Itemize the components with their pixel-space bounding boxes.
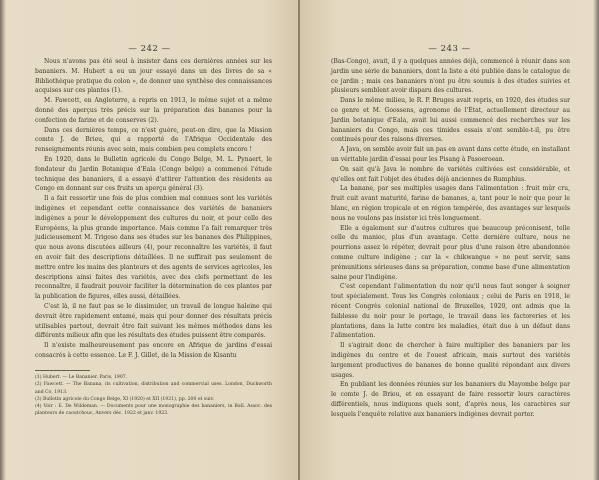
footnote: (4) Voir : E. De Wildeman. — Documents pour une monographie des bananiers, in Bull. Assoc. des planteurs de caoutchouc, Anvers déc. 1922 et janv. 1923. xyxy=(35,404,272,417)
left-page-footnotes xyxy=(35,374,272,418)
right-paragraph: Il s'agirait donc de chercher à faire multiplier des bananiers par les indigènes du centre et de l'ouest africain, mais surtout des variétés largement productives de bananes de bonne qualité répondant aux divers usages. xyxy=(331,342,570,379)
right-page-body xyxy=(331,57,570,419)
left-paragraph: Dans ces dernières temps, ce n'est guère, peut-on dire, que la Mission comte J. de Brieu, qui a rapporté de l'Afrique Occidentale des renseignements réunis avec soin, mais combien peu complets encore ! xyxy=(35,126,272,154)
right-paragraph: (Bas-Congo), avait, il y a quelques années déjà, commencé à réunir dans son jardin une série de bananiers, dont la liste a été publiée dans le catalogue de ce jardin ; mais ces bananiers n'ont pu être soumis à des études suivies et plusieurs semblent avoir disparu des cultures. xyxy=(331,58,570,95)
right-page xyxy=(300,0,599,480)
right-paragraph: Dans le même milieu, le R. P. Bruges avait repris, en 1920, des études sur ce genre et M. Goossens, agronome de l'État, actuellement directeur au Jardin botanique d'Eala, avait lui aussi commencé des recherches sur les bananiers du Congo, mais ces timides essais n'ont semble-t-il, pu être continués pour des raisons diverses. xyxy=(331,97,570,144)
right-paragraph: En publiant les données réunies sur les bananiers du Mayombe belge par le comte J. de Brieu, et en essayant de faire ressortir leurs caractères différentiels, nous indiquons quels sont, d'après nous, les caractères sur lesquels l'enquête relative aux bananiers indigènes devrait porter. xyxy=(331,381,570,418)
right-page-number: — 243 — xyxy=(428,44,471,54)
left-page-body xyxy=(35,57,272,361)
left-paragraph: C'est là, il ne faut pas se le dissimuler, un travail de longue haleine qui devrait être rapidement entamé, mais qui pour donner des résultats précis utilisables partout, devrait être fait suivant les mêmes méthodes dans les différents milieux afin que les résultats des études puissent être comparés. xyxy=(35,302,272,340)
footnote: (3) Bulletin agricole du Congo Belge, XI (1920) et XII (1921), pp. 200 et suiv. xyxy=(35,396,215,402)
left-paragraph: En 1920, dans le Bulletin agricole du Congo Belge, M. L. Pynaert, le fondateur du Jardin Botanique d'Eala (Congo belge) a commencé l'étude technique des bananiers, il a essayé d'attirer l'attention des résidents au Congo en donnant sur ces fruits un aperçu général (3). xyxy=(35,155,272,193)
left-page-number: — 242 — xyxy=(128,44,171,54)
right-paragraph: On sait qu'à Java le nombre de variétés cultivées est considérable, et qu'elles ont fait l'objet des études déjà anciennes de Rumphius. xyxy=(331,165,570,183)
right-paragraph: Elle a également sur d'autres cultures que beaucoup préconisent, telle celle du manioc, plus d'un avantage. Cette dernière culture, nous ne pourrions assez le répéter, devrait pour plus d'une raison être abandonnée comme culture indigène ; car la « chikwangue » ne peut servir, sans prémunitions sérieuses dans sa préparation, comme base d'une alimentation saine pour l'indigène. xyxy=(331,224,570,281)
left-paragraph: Il n'existe malheureusement pas encore en Afrique de jardins d'essai consacrés à cette essence. Le F. J. Gillet, de la Mission de Kisantu xyxy=(35,342,272,359)
left-paragraph: M. Fawcett, en Angleterre, a repris en 1913, le même sujet et a même donné des aperçus très précis sur la préparation des bananes pour la confection de farine et de conserves (2). xyxy=(35,97,272,124)
right-paragraph: C'est cependant l'alimentation du noir qu'il nous faut songer à soigner tout spécialement. Tous les Congrès coloniaux ; celui de Paris en 1918, le récent Congrès colonial national de Bruxelles, 1920, ont admis que la faiblesse du noir pour le portage, le travail dans les factoreries et les plantations, dans la lutte contre les maladies, était due à un défaut dans l'alimentation. xyxy=(331,283,570,340)
right-paragraph: La banane, par ses multiples usages dans l'alimentation : fruit mûr cru, fruit cuit avant maturité, farine de bananes, a, tant pour le noir que pour le blanc, en région tropicale et en région tempérée, des avantages sur lesquels nous ne voulons pas insister ici très longuement. xyxy=(331,185,570,222)
right-page-edge xyxy=(593,0,599,480)
footnote: (1) Hubert. — Le Bananier. Paris, 1907. xyxy=(35,375,128,380)
right-paragraph: A Java, on semble avoir fait un pas en avant dans cette étude, en installant un véritable jardin d'essai pour les Pisang à Pasoeroean. xyxy=(331,146,570,163)
footnote-divider xyxy=(35,370,90,371)
left-paragraph: Il a fait ressortir une fois de plus combien mal connues sont les variétés indigènes et cependant cette connaissance des variétés de bananiers indigènes a pour le développement des cultures du noir, et pour celle des Européens, la plus grande importance. Mais comme l'a fait remarquer très judicieusement M. Trigoso dans ses études sur les bananes des Philippines, que nous avons discutées ailleurs (4), pour reconnaître les variétés, il faut en avoir fait des descriptions détaillées. Il ne suffirait pas seulement de mettre entre les mains des planteurs et des agents de services agricoles, les descriptions ainsi faites des variétés, avec des clefs permettant de les reconnaître, il faudrait pouvoir faciliter la détermination de ces plantes par la publication de figures, elles aussi, détaillées. xyxy=(35,195,272,301)
left-page xyxy=(0,0,299,480)
left-paragraph: Nous n'avons pas été seul à insister dans ces dernières années sur les bananiers. M. Hubert a eu un jour essayé dans un des livres de sa « Bibliothèque pratique du colon », de donner une synthèse des connaissances acquises sur ces plantes (1). xyxy=(35,58,272,95)
footnote: (2) Fawcett. — The Banana, its cultivation, distribution and commercial uses. London, Duckworth and Co, 1913. xyxy=(35,382,272,395)
left-page-edge xyxy=(0,0,6,480)
